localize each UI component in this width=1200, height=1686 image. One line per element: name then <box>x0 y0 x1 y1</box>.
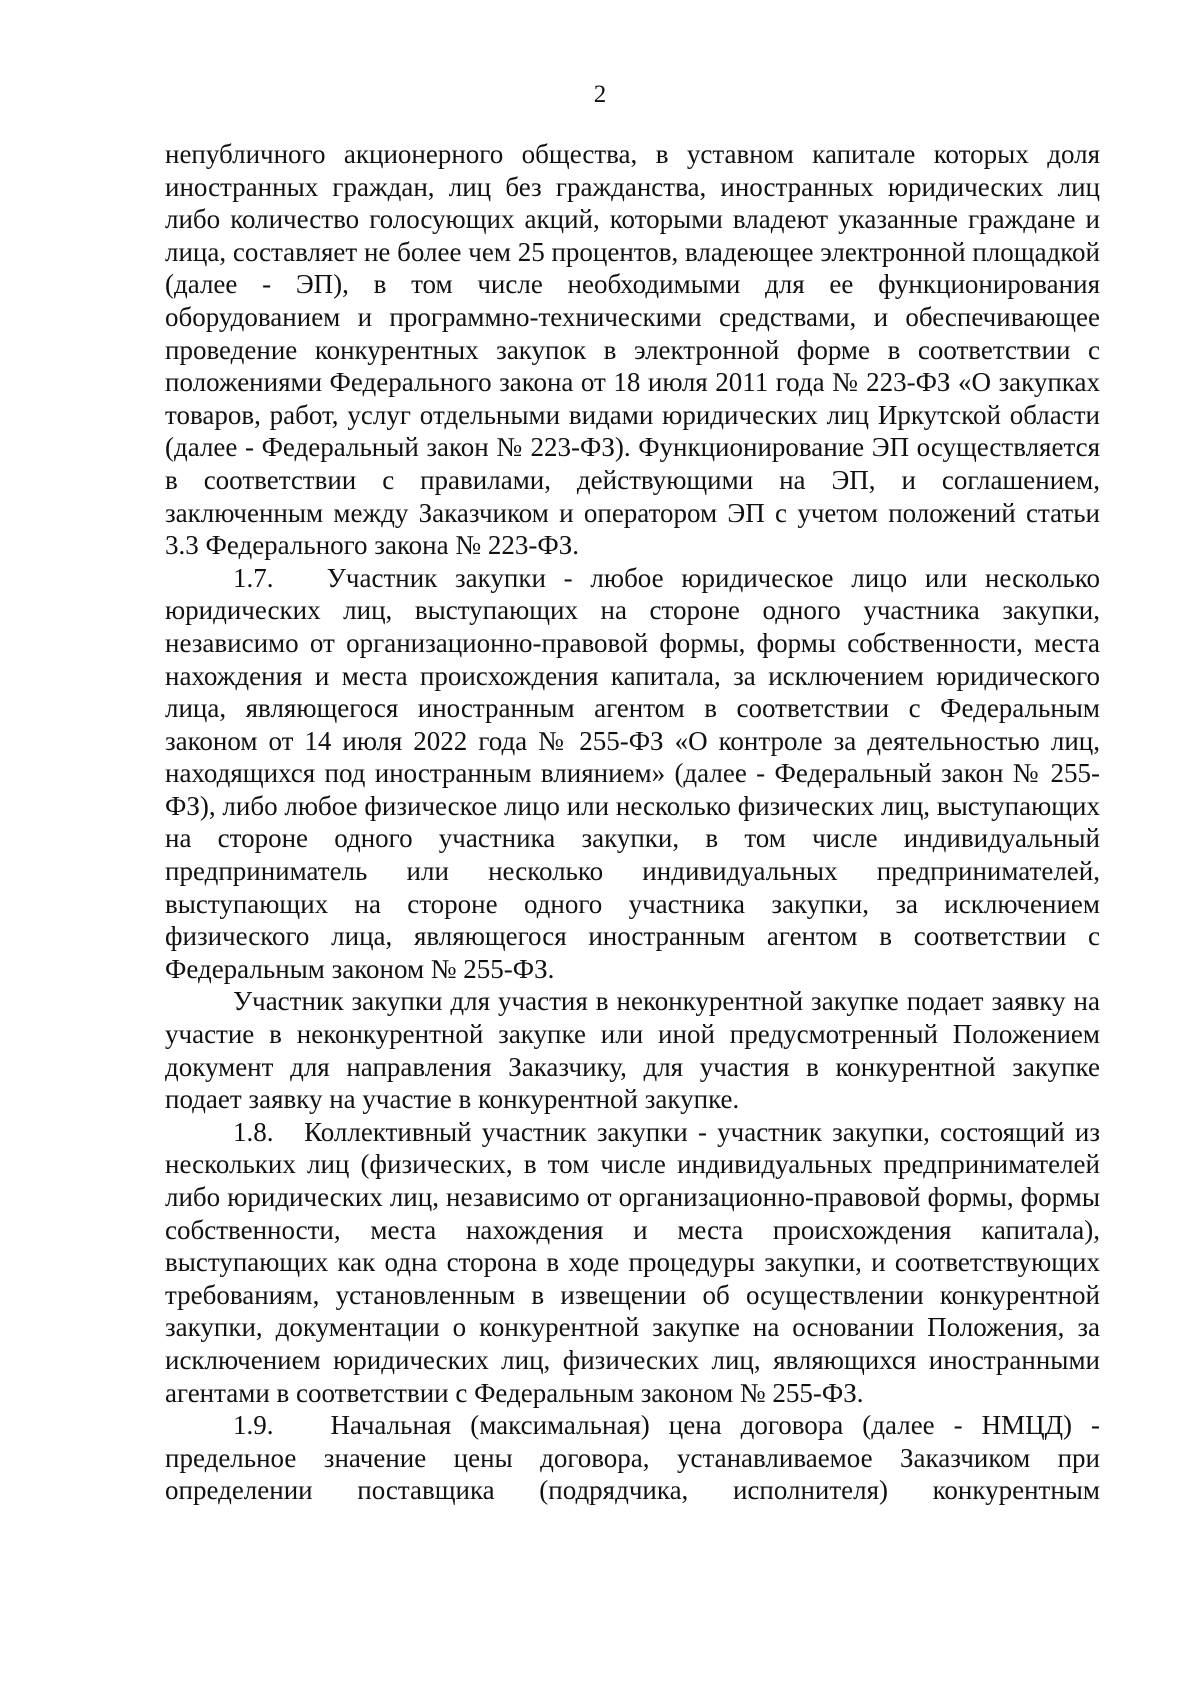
paragraph-continuation <box>165 138 1100 562</box>
clause-text: Участник закупки - любое юридическое лицо или несколько юридических лиц, выступающих на стороне одного участника закупки, независимо от организационно-правовой формы, формы собственности, места нахождения и места происхождения капитала, за исключением юридического лица, являющегося иностранным агентом в соответствии с Федеральным законом от 14 июля 2022 года № 255-ФЗ «О контроле за деятельностью лиц, находящихся под иностранным влиянием» (далее - Федеральный закон № 255-ФЗ), либо любое физическое лицо или несколько физических лиц, выступающих на стороне одного участника закупки, в том числе индивидуальный предприниматель или несколько индивидуальных предпринимателей, выступающих на стороне одного участника закупки, за исключением физического лица, являющегося иностранным агентом в соответствии с Федеральным законом № 255-ФЗ. <box>165 562 1100 984</box>
clause-1-8 <box>165 1116 1100 1409</box>
paragraph-text: непубличного акционерного общества, в уставном капитале которых доля иностранных граждан, лиц без гражданства, иностранных юридических лиц либо количество голосующих акций, которыми владеют указанные граждане и лица, составляет не более чем 25 процентов, владеющее электронной площадкой (далее - ЭП), в том числе необходимыми для ее функционирования оборудованием и программно-техническими средствами, и обеспечивающее проведение конкурентных закупок в электронной форме в соответствии с положениями Федерального закона от 18 июля 2011 года № 223-ФЗ «О закупках товаров, работ, услуг отдельными видами юридических лиц Иркутской области (далее - Федеральный закон № 223-ФЗ). Функционирование ЭП осуществляется в соответствии с правилами, действующими на ЭП, и соглашением, заключенным между Заказчиком и оператором ЭП с учетом положений статьи 3.3 Федерального закона № 223-ФЗ. <box>165 139 1100 561</box>
paragraph-text: Участник закупки для участия в неконкурентной закупке подает заявку на участие в неконкурентной закупке или иной предусмотренный Положением документ для направления Заказчику, для участия в конкурентной закупке подает заявку на участие в конкурентной закупке. <box>165 986 1100 1115</box>
clause-number: 1.9. <box>233 1410 274 1441</box>
paragraph-participant-application <box>165 985 1100 1115</box>
clause-1-7 <box>165 562 1100 986</box>
clause-text: Коллективный участник закупки - участник закупки, состоящий из нескольких лиц (физических, в том числе индивидуальных предпринимателей либо юридических лиц, независимо от организационно-правовой формы, формы собственности, места нахождения и места происхождения капитала), выступающих как одна сторона в ходе процедуры закупки, и соответствующих требованиям, установленным в извещении об осуществлении конкурентной закупки, документации о конкурентной закупке на основании Положения, за исключением юридических лиц, физических лиц, являющихся иностранными агентами в соответствии с Федеральным законом № 255-ФЗ. <box>165 1116 1100 1408</box>
clause-number: 1.7. <box>233 562 274 593</box>
document-body <box>165 138 1100 1507</box>
clause-number: 1.8. <box>233 1116 274 1147</box>
clause-text: Начальная (максимальная) цена договора (далее - НМЦД) - предельное значение цены договора, устанавливаемое Заказчиком при определении поставщика (подрядчика, исполнителя) конкурентным <box>165 1410 1100 1506</box>
clause-1-9 <box>165 1409 1100 1507</box>
page-number: 2 <box>593 81 607 108</box>
